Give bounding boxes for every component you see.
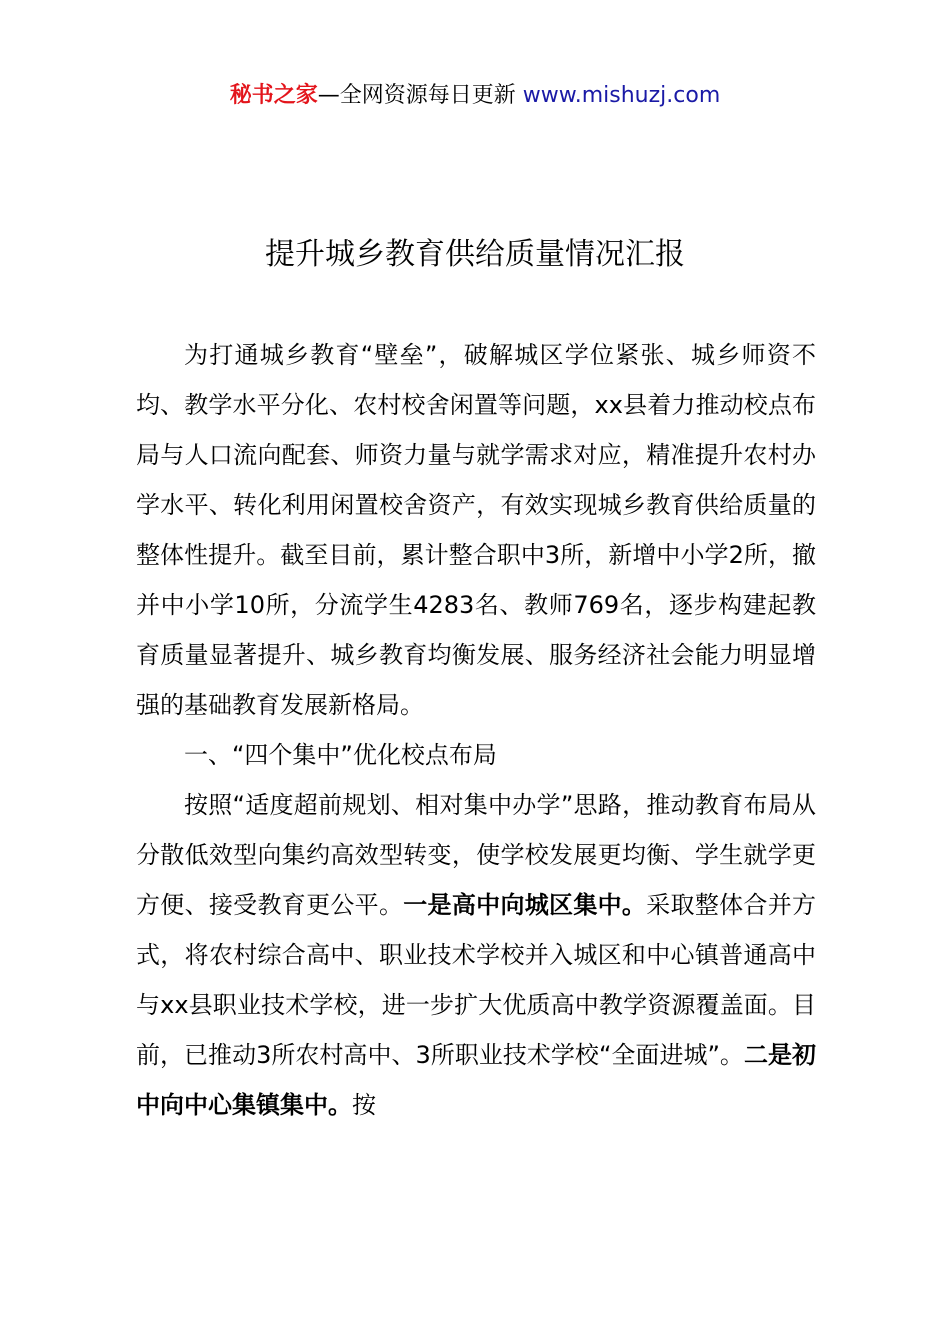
paragraph-text: 按照“适度超前规划、相对集中办学”思路，推动教育布局从分散低效型向集约高效型转变，使学校发展更均衡、学生就学更方便、接受教育更公平。 xyxy=(136,791,816,919)
site-brand: 秘书之家 xyxy=(229,83,318,108)
site-tagline: —全网资源每日更新 xyxy=(317,83,523,108)
bold-point-1: 一是高中向城区集中。 xyxy=(403,891,647,919)
site-url-link[interactable]: www.mishuzj.com xyxy=(522,83,721,108)
section-heading: 一、“四个集中”优化校点布局 xyxy=(184,741,497,769)
section-paragraph xyxy=(136,780,816,1130)
paragraph-text: 采取整体合并方式，将农村综合高中、职业技术学校并入城区和中心镇普通高中与xx县职业技术学校，进一步扩大优质高中教学资源覆盖面。目前，已推动3所农村高中、3所职业技术学校“全面进城”。 xyxy=(136,891,817,1069)
document-body xyxy=(136,330,816,1130)
bold-point-2: 二是初中向中心集镇集中。 xyxy=(136,1041,817,1119)
document-title: 提升城乡教育供给质量情况汇报 xyxy=(265,237,685,272)
intro-paragraph: 为打通城乡教育“壁垒”，破解城区学位紧张、城乡师资不均、教学水平分化、农村校舍闲置等问题，xx县着力推动校点布局与人口流向配套、师资力量与就学需求对应，精准提升农村办学水平、转化利用闲置校舍资产，有效实现城乡教育供给质量的整体性提升。截至目前，累计整合职中3所，新增中小学2所，撤并中小学10所，分流学生4283名、教师769名，逐步构建起教育质量显著提升、城乡教育均衡发展、服务经济社会能力明显增强的基础教育发展新格局。 xyxy=(136,341,816,719)
site-header xyxy=(0,80,950,112)
paragraph-text: 按 xyxy=(352,1091,376,1119)
